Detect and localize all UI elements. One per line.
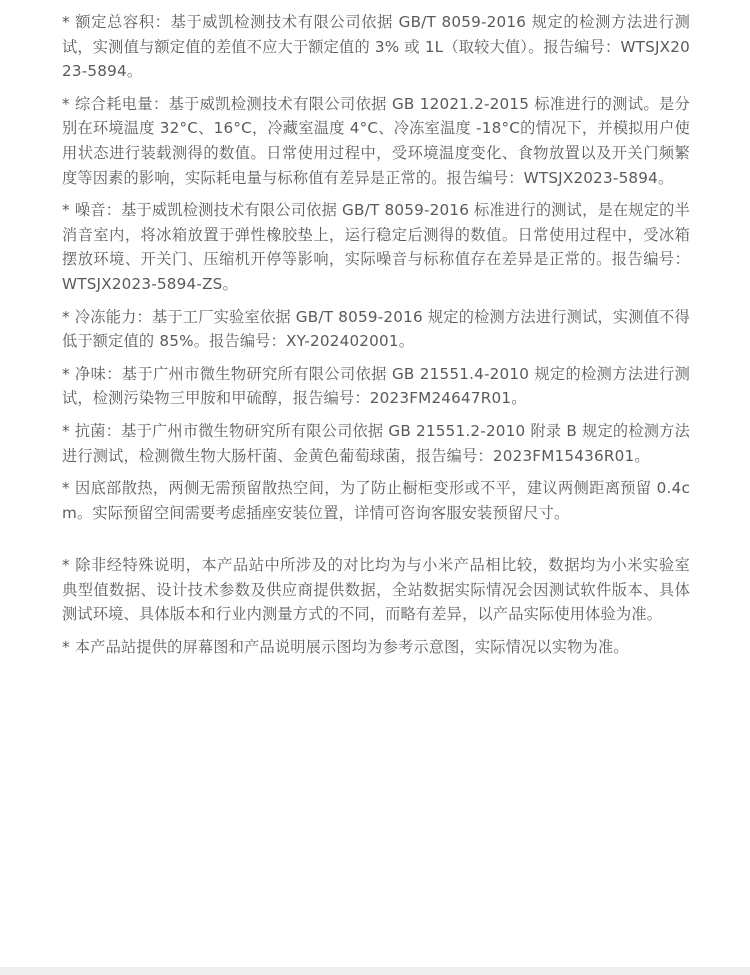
note-noise: * 噪音：基于威凯检测技术有限公司依据 GB/T 8059-2016 标准进行的测试，是在规定的半消音室内，将冰箱放置于弹性橡胶垫上，运行稳定后测得的数值。日常使用过程中，受冰箱摆放环境、开关门、压缩机开停等影响，实际噪音与标称值存在差异是正常的。报告编号：WTSJX2023-5894-ZS。 (62, 201, 690, 293)
bottom-divider (0, 967, 750, 975)
disclaimer-illustrations: * 本产品站提供的屏幕图和产品说明展示图均为参考示意图，实际情况以实物为准。 (62, 638, 629, 657)
note-antibacterial: * 抗菌：基于广州市微生物研究所有限公司依据 GB 21551.2-2010 附录 B 规定的检测方法进行测试，检测微生物大肠杆菌、金黄色葡萄球菌，报告编号：2023FM15436R01。 (62, 421, 690, 465)
disclaimer-comparison-data: * 除非经特殊说明，本产品站中所涉及的对比均为与小米产品相比较，数据均为小米实验室典型值数据、设计技术参数及供应商提供数据，全站数据实际情况会因测试软件版本、具体测试环境、具体版本和行业内测量方式的不同，而略有差异，以产品实际使用体验为准。 (62, 556, 690, 624)
note-installation-clearance: * 因底部散热，两侧无需预留散热空间，为了防止橱柜变形或不平，建议两侧距离预留 0.4cm。实际预留空间需要考虑插座安装位置，详情可咨询客服安装预留尺寸。 (62, 479, 690, 522)
note-freezing-capacity: * 冷冻能力：基于工厂实验室依据 GB/T 8059-2016 规定的检测方法进行测试，实测值不得低于额定值的 85%。报告编号：XY-202402001。 (62, 307, 690, 351)
note-rated-volume: * 额定总容积：基于威凯检测技术有限公司依据 GB/T 8059-2016 规定的检测方法进行测试，实测值与额定值的差值不应大于额定值的 3% 或 1L（取较大值）。报告编号：WTSJX2023-5894。 (62, 13, 690, 81)
section-spacer (62, 525, 690, 553)
note-odor-removal: * 净味：基于广州市微生物研究所有限公司依据 GB 21551.4-2010 规定的检测方法进行测试，检测污染物三甲胺和甲硫醇，报告编号：2023FM24647R01。 (62, 364, 690, 408)
note-power-consumption: * 综合耗电量：基于威凯检测技术有限公司依据 GB 12021.2-2015 标准进行的测试。是分别在环境温度 32°C、16°C，冷藏室温度 4°C、冷冻室温度 -18°C的情况下，并模拟用户使用状态进行装载测得的数值。日常使用过程中，受环境温度变化、食物放置以及开关门频繁度等因素的影响，实际耗电量与标称值有差异是正常的。报告编号：WTSJX2023-5894。 (62, 94, 690, 187)
